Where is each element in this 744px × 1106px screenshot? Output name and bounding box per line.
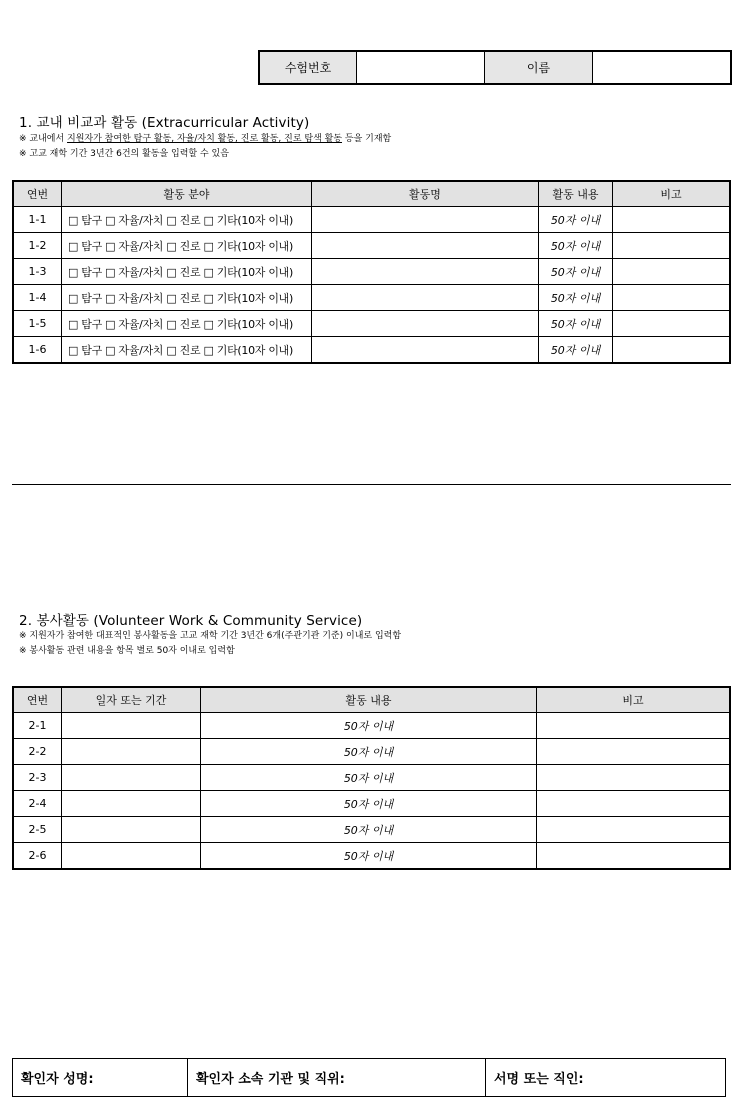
col-header-date-period: 일자 또는 기간 (62, 687, 201, 713)
section2-note2: ※ 봉사활동 관련 내용을 항목 별로 50자 이내로 입력함 (19, 646, 235, 656)
section1-note1-suffix: 등을 기재함 (342, 134, 392, 144)
table-row (13, 207, 730, 233)
row-number: 2-6 (13, 843, 62, 870)
table-row (13, 817, 730, 843)
table-header-row (13, 181, 730, 207)
activity-name-cell[interactable] (312, 259, 539, 285)
row-number: 1-2 (13, 233, 62, 259)
row-number: 2-4 (13, 791, 62, 817)
activity-field-checkboxes[interactable]: □ 탐구 □ 자율/자치 □ 진로 □ 기타(10자 이내) (62, 337, 312, 364)
activity-name-cell[interactable] (312, 311, 539, 337)
activity-content-cell[interactable]: 50자 이내 (539, 207, 613, 233)
activity-content-cell[interactable]: 50자 이내 (201, 713, 537, 739)
row-number: 2-3 (13, 765, 62, 791)
table-row (13, 259, 730, 285)
table-row (13, 233, 730, 259)
remarks-cell[interactable] (613, 285, 731, 311)
name-field[interactable] (593, 51, 732, 84)
remarks-cell[interactable] (537, 765, 731, 791)
activity-content-cell[interactable]: 50자 이내 (539, 233, 613, 259)
date-period-cell[interactable] (62, 817, 201, 843)
confirmer-name-field[interactable]: 확인자 성명: (13, 1059, 188, 1097)
table-row (13, 791, 730, 817)
row-number: 1-6 (13, 337, 62, 364)
section1-note1 (19, 131, 391, 144)
activity-content-cell[interactable]: 50자 이내 (201, 817, 537, 843)
activity-content-cell[interactable]: 50자 이내 (201, 843, 537, 870)
remarks-cell[interactable] (537, 791, 731, 817)
applicant-info-table (258, 50, 732, 85)
activity-field-checkboxes[interactable]: □ 탐구 □ 자율/자치 □ 진로 □ 기타(10자 이내) (62, 259, 312, 285)
date-period-cell[interactable] (62, 739, 201, 765)
col-header-field: 활동 분야 (62, 181, 312, 207)
volunteer-table (12, 686, 731, 870)
row-number: 1-4 (13, 285, 62, 311)
activity-field-checkboxes[interactable]: □ 탐구 □ 자율/자치 □ 진로 □ 기타(10자 이내) (62, 233, 312, 259)
table-row (13, 765, 730, 791)
section-divider (12, 484, 731, 485)
col-header-no: 연번 (13, 181, 62, 207)
section1-title: 1. 교내 비교과 활동 (Extracurricular Activity) (19, 115, 310, 131)
activity-content-cell[interactable]: 50자 이내 (539, 259, 613, 285)
activity-field-checkboxes[interactable]: □ 탐구 □ 자율/자치 □ 진로 □ 기타(10자 이내) (62, 311, 312, 337)
col-header-remarks: 비고 (537, 687, 731, 713)
row-number: 1-1 (13, 207, 62, 233)
remarks-cell[interactable] (613, 259, 731, 285)
table-header-row (13, 687, 730, 713)
remarks-cell[interactable] (537, 843, 731, 870)
remarks-cell[interactable] (537, 817, 731, 843)
signature-field[interactable]: 서명 또는 직인: (486, 1059, 726, 1097)
activity-content-cell[interactable]: 50자 이내 (201, 765, 537, 791)
col-header-remarks: 비고 (613, 181, 731, 207)
row-number: 2-5 (13, 817, 62, 843)
section2-note1: ※ 지원자가 참여한 대표적인 봉사활동을 고교 재학 기간 3년간 6개(주관기관 기준) 이내로 입력함 (19, 631, 402, 641)
section1-note1-underlined: 지원자가 참여한 탐구 활동, 자율/자치 활동, 진로 활동, 진로 탐색 활동 (67, 134, 343, 144)
section1-note1-prefix: ※ 교내에서 (19, 134, 68, 144)
activity-name-cell[interactable] (312, 337, 539, 364)
date-period-cell[interactable] (62, 713, 201, 739)
row-number: 1-5 (13, 311, 62, 337)
section2-title: 2. 봉사활동 (Volunteer Work & Community Service) (19, 613, 363, 629)
col-header-no: 연번 (13, 687, 62, 713)
date-period-cell[interactable] (62, 791, 201, 817)
remarks-cell[interactable] (537, 713, 731, 739)
activity-content-cell[interactable]: 50자 이내 (201, 791, 537, 817)
date-period-cell[interactable] (62, 843, 201, 870)
table-row (13, 739, 730, 765)
row-number: 2-1 (13, 713, 62, 739)
col-header-activity-content: 활동 내용 (201, 687, 537, 713)
section1-note2: ※ 고교 재학 기간 3년간 6건의 활동을 입력할 수 있음 (19, 149, 229, 159)
col-header-activity-name: 활동명 (312, 181, 539, 207)
exam-number-label: 수험번호 (259, 51, 357, 84)
activity-content-cell[interactable]: 50자 이내 (539, 311, 613, 337)
extracurricular-table (12, 180, 731, 364)
remarks-cell[interactable] (613, 337, 731, 364)
activity-field-checkboxes[interactable]: □ 탐구 □ 자율/자치 □ 진로 □ 기타(10자 이내) (62, 207, 312, 233)
activity-name-cell[interactable] (312, 207, 539, 233)
table-row (13, 843, 730, 870)
remarks-cell[interactable] (613, 311, 731, 337)
activity-content-cell[interactable]: 50자 이내 (201, 739, 537, 765)
remarks-cell[interactable] (613, 233, 731, 259)
date-period-cell[interactable] (62, 765, 201, 791)
activity-content-cell[interactable]: 50자 이내 (539, 285, 613, 311)
confirmation-signature-table (12, 1058, 726, 1097)
table-row (13, 713, 730, 739)
table-row (13, 337, 730, 364)
exam-number-field[interactable] (357, 51, 485, 84)
activity-name-cell[interactable] (312, 285, 539, 311)
col-header-activity-content: 활동 내용 (539, 181, 613, 207)
activity-content-cell[interactable]: 50자 이내 (539, 337, 613, 364)
table-row (13, 285, 730, 311)
activity-name-cell[interactable] (312, 233, 539, 259)
remarks-cell[interactable] (613, 207, 731, 233)
row-number: 1-3 (13, 259, 62, 285)
row-number: 2-2 (13, 739, 62, 765)
activity-field-checkboxes[interactable]: □ 탐구 □ 자율/자치 □ 진로 □ 기타(10자 이내) (62, 285, 312, 311)
remarks-cell[interactable] (537, 739, 731, 765)
table-row (13, 311, 730, 337)
confirmer-org-field[interactable]: 확인자 소속 기관 및 직위: (188, 1059, 486, 1097)
name-label: 이름 (485, 51, 593, 84)
